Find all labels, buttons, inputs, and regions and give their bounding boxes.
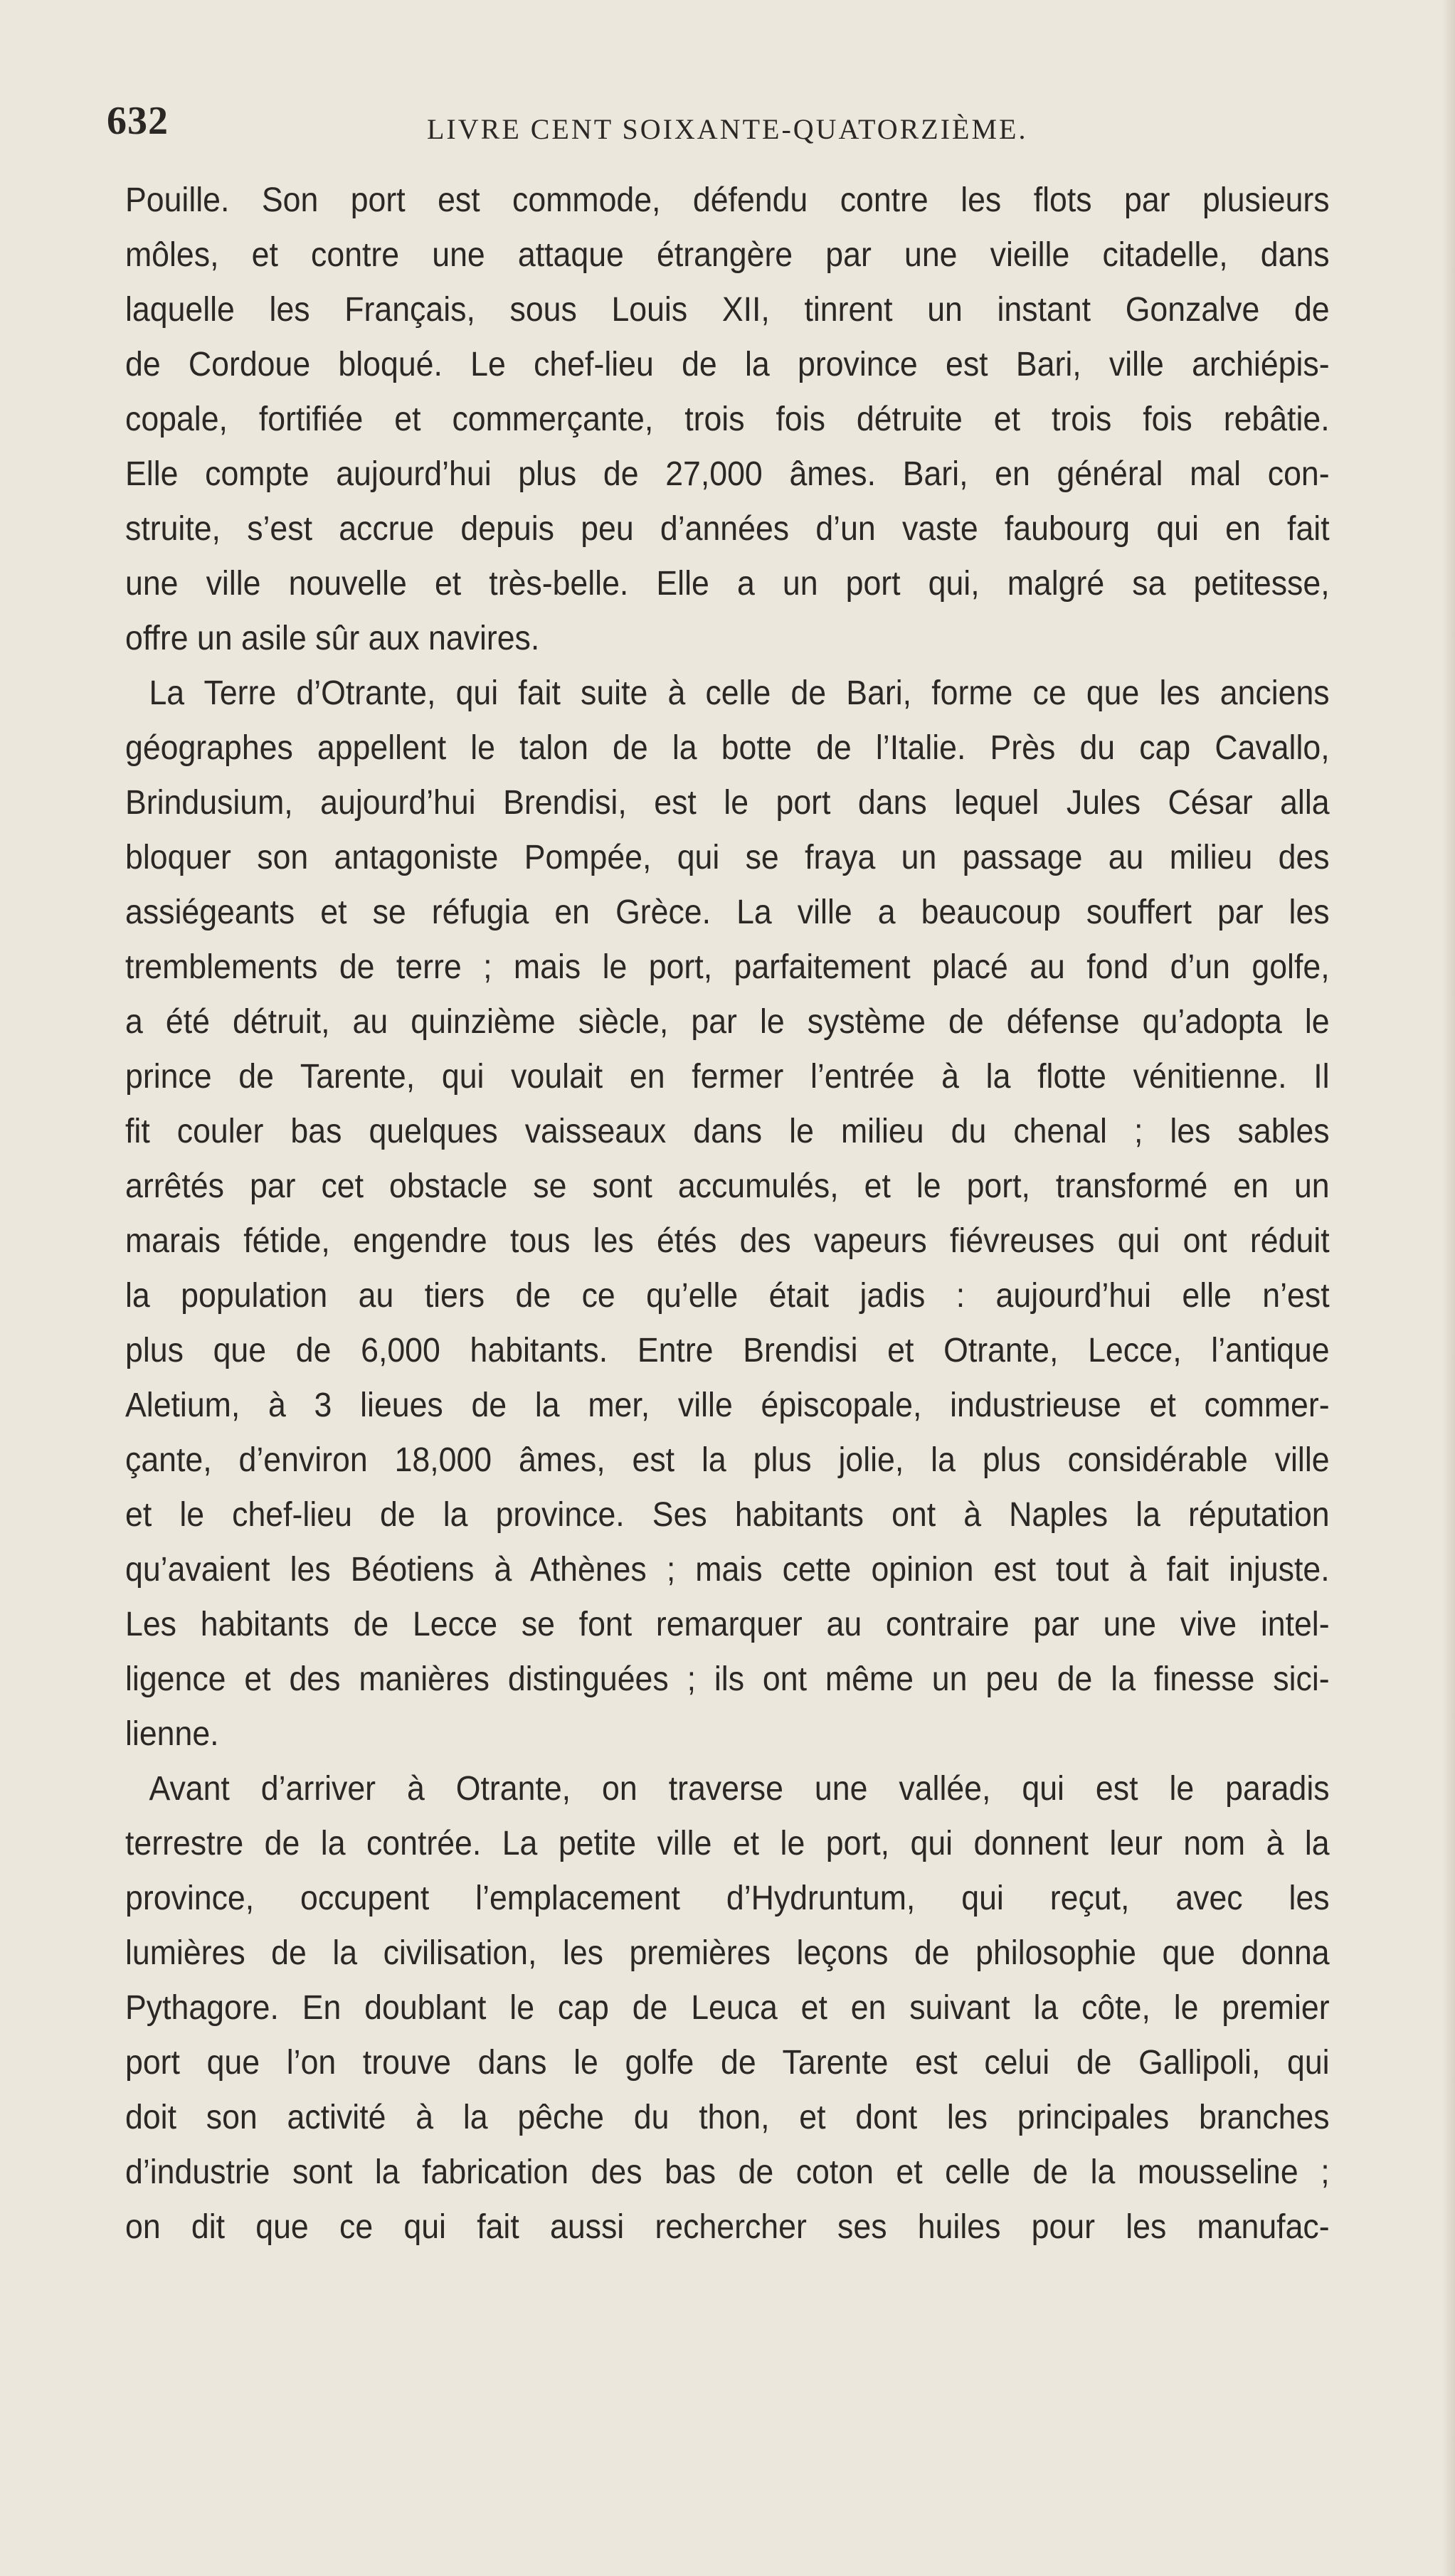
text-line: et le chef-lieu de la province. Ses habitants ont à Naples la réputation (125, 1496, 1330, 1534)
text-line: une ville nouvelle et très-belle. Elle a un port qui, malgré sa petitesse, (125, 565, 1330, 603)
text-line: on dit que ce qui fait aussi rechercher ses huiles pour les manufac- (125, 2208, 1330, 2246)
text-line: ligence et des manières distinguées ; ils ont même un peu de la finesse sici- (125, 1660, 1330, 1698)
page-edge-shadow (1442, 0, 1455, 2576)
text-line: môles, et contre une attaque étrangère par une vieille citadelle, dans (125, 236, 1330, 274)
page-number: 632 (107, 99, 169, 143)
text-line: tremblements de terre ; mais le port, parfaitement placé au fond d’un golfe, (125, 948, 1330, 986)
text-line: offre un asile sûr aux navires. (125, 620, 540, 657)
text-line: struite, s’est accrue depuis peu d’années d’un vaste faubourg qui en fait (125, 510, 1330, 548)
text-line: terrestre de la contrée. La petite ville et le port, qui donnent leur nom à la (125, 1825, 1330, 1862)
text-line: Aletium, à 3 lieues de la mer, ville épiscopale, industrieuse et commer- (125, 1387, 1330, 1424)
text-line: a été détruit, au quinzième siècle, par le système de défense qu’adopta le (125, 1003, 1330, 1041)
text-line: Brindusium, aujourd’hui Brendisi, est le port dans lequel Jules César alla (125, 784, 1330, 822)
text-line: fit couler bas quelques vaisseaux dans le milieu du chenal ; les sables (125, 1113, 1330, 1150)
text-line: province, occupent l’emplacement d’Hydruntum, qui reçut, avec les (125, 1880, 1330, 1917)
text-line: La Terre d’Otrante, qui fait suite à celle de Bari, forme ce que les anciens (149, 674, 1330, 712)
text-line: Les habitants de Lecce se font remarquer au contraire par une vive intel- (125, 1606, 1330, 1643)
text-line: lienne. (125, 1715, 219, 1753)
text-line: Pythagore. En doublant le cap de Leuca et en suivant la côte, le premier (125, 1989, 1330, 2027)
text-line: la population au tiers de ce qu’elle était jadis : aujourd’hui elle n’est (125, 1277, 1330, 1315)
text-line: plus que de 6,000 habitants. Entre Brendisi et Otrante, Lecce, l’antique (125, 1332, 1330, 1369)
text-line: assiégeants et se réfugia en Grèce. La ville a beaucoup souffert par les (125, 894, 1330, 931)
running-head: LIVRE CENT SOIXANTE-QUATORZIÈME. (427, 113, 1028, 145)
text-line: doit son activité à la pêche du thon, et dont les principales branches (125, 2099, 1330, 2136)
text-line: copale, fortifiée et commerçante, trois fois détruite et trois fois rebâtie. (125, 401, 1330, 438)
text-line: bloquer son antagoniste Pompée, qui se fraya un passage au milieu des (125, 839, 1330, 876)
text-line: port que l’on trouve dans le golfe de Tarente est celui de Gallipoli, qui (125, 2044, 1330, 2082)
text-line: lumières de la civilisation, les premières leçons de philosophie que donna (125, 1934, 1330, 1972)
text-line: prince de Tarente, qui voulait en fermer l’entrée à la flotte vénitienne. Il (125, 1058, 1330, 1096)
page-header (107, 98, 1348, 148)
text-line: Pouille. Son port est commode, défendu contre les flots par plusieurs (125, 181, 1330, 219)
text-line: Elle compte aujourd’hui plus de 27,000 âmes. Bari, en général mal con- (125, 455, 1330, 493)
text-line: Avant d’arriver à Otrante, on traverse une vallée, qui est le paradis (149, 1770, 1330, 1808)
text-line: de Cordoue bloqué. Le chef-lieu de la province est Bari, ville archiépis- (125, 346, 1330, 383)
text-line: laquelle les Français, sous Louis XII, tinrent un instant Gonzalve de (125, 291, 1330, 329)
text-line: d’industrie sont la fabrication des bas de coton et celle de la mousseline ; (125, 2153, 1330, 2191)
text-line: qu’avaient les Béotiens à Athènes ; mais cette opinion est tout à fait injuste. (125, 1551, 1330, 1589)
text-line: géographes appellent le talon de la botte de l’Italie. Près du cap Cavallo, (125, 729, 1330, 767)
text-line: marais fétide, engendre tous les étés des vapeurs fiévreuses qui ont réduit (125, 1222, 1330, 1260)
text-line: arrêtés par cet obstacle se sont accumulés, et le port, transformé en un (125, 1167, 1330, 1205)
text-line: çante, d’environ 18,000 âmes, est la plus jolie, la plus considérable ville (125, 1441, 1330, 1479)
